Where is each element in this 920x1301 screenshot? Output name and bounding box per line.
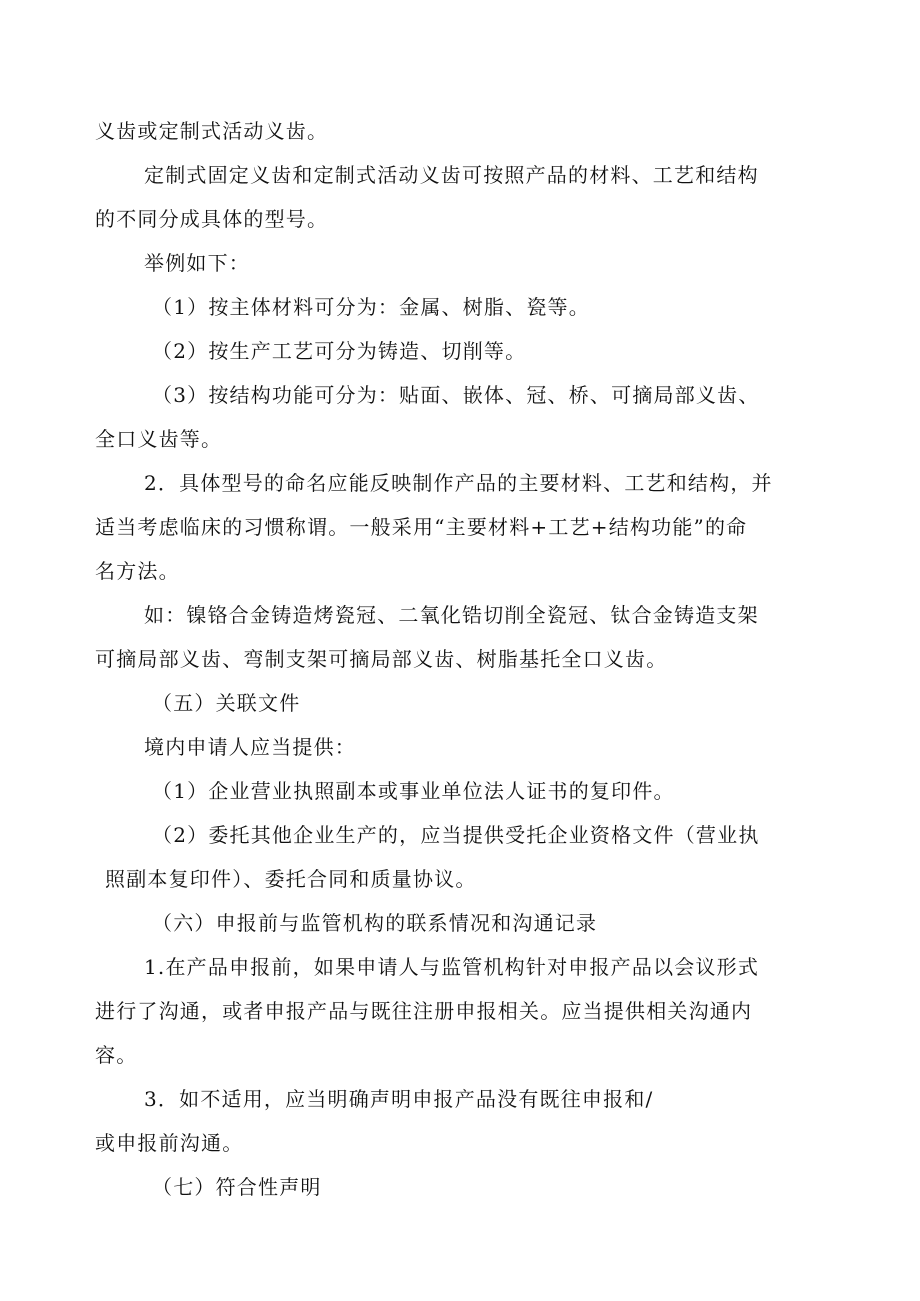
text-line: 举例如下： [144, 251, 250, 275]
text-line: （1）按主体材料可分为：金属、树脂、瓷等。 [152, 295, 590, 319]
text-line: 容。 [95, 1043, 138, 1067]
text-line: 可摘局部义齿、弯制支架可摘局部义齿、树脂基托全口义齿。 [95, 647, 668, 671]
text-line: 如：镍铬合金铸造烤瓷冠、二氧化锆切削全瓷冠、钛合金铸造支架 [144, 603, 759, 627]
text-line: 照副本复印件）、委托合同和质量协议。 [105, 867, 477, 891]
text-line: （3）按结构功能可分为：贴面、嵌体、冠、桥、可摘局部义齿、 [152, 383, 760, 407]
text-line: （2）委托其他企业生产的，应当提供受托企业资格文件（营业执 [152, 823, 760, 847]
text-line: 义齿或定制式活动义齿。 [95, 119, 329, 143]
text-line: 进行了沟通，或者申报产品与既往注册申报相关。应当提供相关沟通内 [95, 999, 753, 1023]
text-line: 2．具体型号的命名应能反映制作产品的主要材料、工艺和结构，并 [144, 471, 773, 495]
text-line: （2）按生产工艺可分为铸造、切削等。 [152, 339, 527, 363]
text-line: 境内申请人应当提供： [144, 735, 356, 759]
text-line: 适当考虑临床的习惯称谓。一般采用“主要材料+工艺+结构功能”的命 [95, 515, 748, 539]
text-line: 全口义齿等。 [95, 427, 223, 451]
section-heading: （七）符合性声明 [152, 1175, 322, 1199]
text-line: 定制式固定义齿和定制式活动义齿可按照产品的材料、工艺和结构 [144, 163, 759, 187]
section-heading: （六）申报前与监管机构的联系情况和沟通记录 [152, 911, 598, 935]
text-line: 的不同分成具体的型号。 [95, 207, 329, 231]
text-line: 名方法。 [95, 559, 180, 583]
text-line: （1）企业营业执照副本或事业单位法人证书的复印件。 [152, 779, 675, 803]
text-line: 1.在产品申报前，如果申请人与监管机构针对申报产品以会议形式 [144, 955, 760, 979]
text-line: 或申报前沟通。 [95, 1131, 244, 1155]
section-heading: （五）关联文件 [152, 691, 301, 715]
text-line: 3．如不适用，应当明确声明申报产品没有既往申报和/ [144, 1087, 654, 1111]
